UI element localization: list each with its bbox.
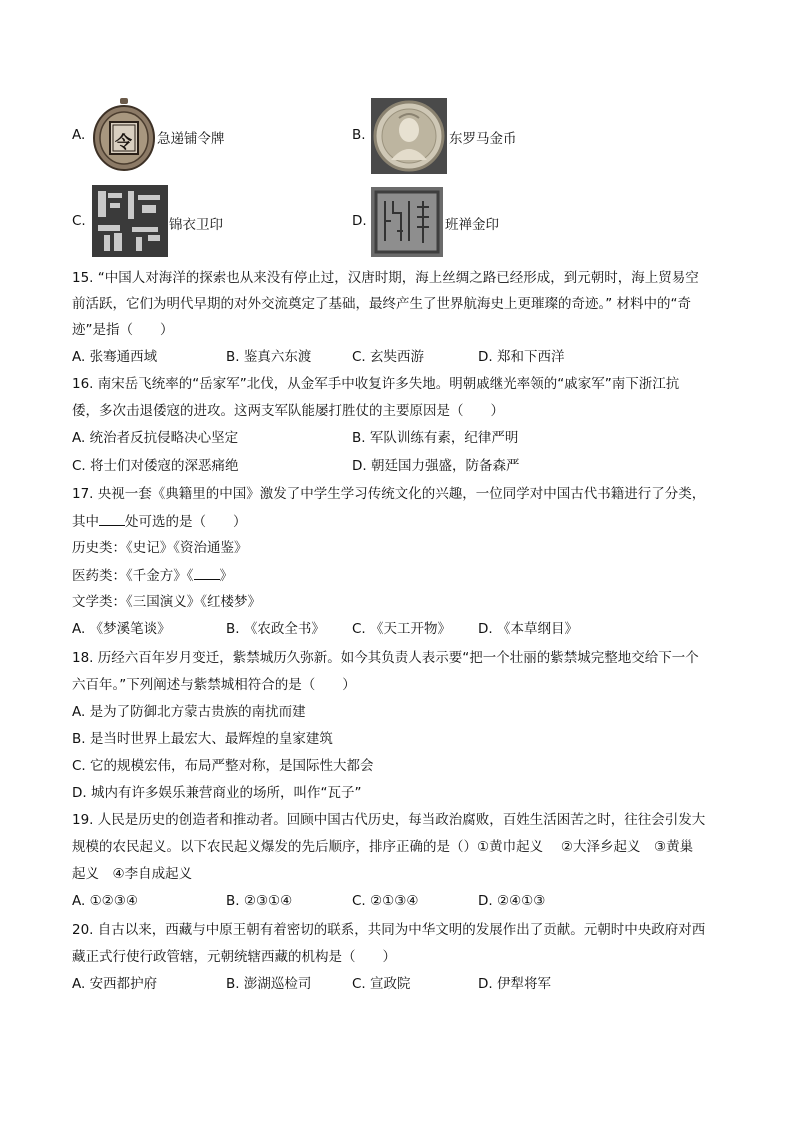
- q15-stem-line-2: 前活跃，它们为明代早期的对外交流奠定了基础，最终产生了世界航海史上更璀璨的奇迹。” 材料中的“奇: [72, 296, 692, 312]
- q17-option-c: C. 《天工开物》: [352, 621, 452, 637]
- option-a-letter: A.: [72, 127, 86, 143]
- medicine-blank: [194, 565, 220, 580]
- q18-option-c: C. 它的规模宏伟，布局严整对称，是国际性大都会: [72, 758, 374, 774]
- q16-stem-line-2: 倭，多次击退倭寇的进攻。这两支军队能屡打胜仗的主要原因是（ ）: [72, 403, 504, 419]
- q17-history-line: 历史类：《史记》《资治通鉴》: [72, 540, 248, 556]
- q17-medicine-pre: 医药类：《千金方》《: [72, 568, 194, 584]
- option-c-label: 锦衣卫印: [169, 217, 223, 233]
- q19-stem-line-1: 19. 人民是历史的创造者和推动者。回顾中国古代历史，每当政治腐败，百姓生活困苦之时，往往会引发大: [72, 812, 706, 828]
- answer-blank: [99, 511, 125, 526]
- q18-option-b: B. 是当时世界上最宏大、最辉煌的皇家建筑: [72, 731, 333, 747]
- q16-option-d: D. 朝廷国力强盛，防备森严: [352, 458, 520, 474]
- q15-option-b: B. 鉴真六东渡: [226, 349, 312, 365]
- q17-option-a: A. 《梦溪笔谈》: [72, 621, 171, 637]
- q17-option-d: D. 《本草纲目》: [478, 621, 578, 637]
- q16-option-c: C. 将士们对倭寇的深恶痛绝: [72, 458, 239, 474]
- gold-coin-icon: [371, 98, 447, 174]
- q19-option-d: D. ②④①③: [478, 893, 546, 909]
- golden-seal-icon: [371, 187, 443, 257]
- q17-option-b: B. 《农政全书》: [226, 621, 325, 637]
- q18-option-a: A. 是为了防御北方蒙古贵族的南扰而建: [72, 704, 306, 720]
- bronze-token-icon: [92, 98, 156, 172]
- option-a-label: 急递铺令牌: [157, 131, 225, 147]
- q20-option-c: C. 宣政院: [352, 976, 411, 992]
- q19-stem-line-2: 规模的农民起义。以下农民起义爆发的先后顺序，排序正确的是（）①黄巾起义 ②大泽乡起义 ③黄巢: [72, 839, 694, 855]
- q19-stem-line-3: 起义 ④李自成起义: [72, 866, 193, 882]
- q15-option-d: D. 郑和下西洋: [478, 349, 565, 365]
- q17-literature-line: 文学类：《三国演义》《红楼梦》: [72, 594, 261, 610]
- q16-option-b: B. 军队训练有素，纪律严明: [352, 430, 519, 446]
- q17-medicine-line: [72, 565, 233, 586]
- q19-option-c: C. ②①③④: [352, 893, 419, 909]
- option-d-label: 班禅金印: [445, 217, 499, 233]
- q18-option-d: D. 城内有许多娱乐兼营商业的场所，叫作“瓦子”: [72, 785, 362, 801]
- q20-stem-line-2: 藏正式行使行政管辖，元朝统辖西藏的机构是（ ）: [72, 949, 396, 965]
- q20-option-a: A. 安西都护府: [72, 976, 158, 992]
- q16-stem-line-1: 16. 南宋岳飞统率的“岳家军”北伐，从金军手中收复许多失地。明朝戚继光率领的“戚家军”南下浙江抗: [72, 376, 680, 392]
- option-c-letter: C.: [72, 213, 86, 229]
- option-d-letter: D.: [352, 213, 367, 229]
- seal-imprint-icon: [92, 185, 168, 257]
- q17-stem-line-2: [72, 511, 247, 532]
- q15-option-a: A. 张骞通西域: [72, 349, 158, 365]
- q18-stem-line-1: 18. 历经六百年岁月变迁，紫禁城历久弥新。如今其负责人表示要“把一个壮丽的紫禁城完整地交给下一个: [72, 650, 699, 666]
- q15-option-c: C. 玄奘西游: [352, 349, 425, 365]
- q16-option-a: A. 统治者反抗侵略决心坚定: [72, 430, 239, 446]
- option-b-letter: B.: [352, 127, 366, 143]
- q19-option-a: A. ①②③④: [72, 893, 138, 909]
- q19-option-b: B. ②③①④: [226, 893, 293, 909]
- q15-stem-line-1: 15. “中国人对海洋的探索也从来没有停止过，汉唐时期，海上丝绸之路已经形成，到元朝时，海上贸易空: [72, 270, 699, 286]
- token-character: 令: [115, 133, 132, 153]
- q17-stem-post: 处可选的是（ ）: [125, 514, 247, 530]
- q18-stem-line-2: 六百年。”下列阐述与紫禁城相符合的是（ ）: [72, 677, 356, 693]
- q20-option-b: B. 澎湖巡检司: [226, 976, 312, 992]
- q20-stem-line-1: 20. 自古以来，西藏与中原王朝有着密切的联系，共同为中华文明的发展作出了贡献。元朝时中央政府对西: [72, 922, 706, 938]
- q15-stem-line-3: 迹”是指（ ）: [72, 322, 174, 338]
- option-b-label: 东罗马金币: [449, 131, 517, 147]
- q17-stem-line-1: 17. 央视一套《典籍里的中国》激发了中学生学习传统文化的兴趣，一位同学对中国古代书籍进行了分类，: [72, 486, 706, 502]
- q17-medicine-post: 》: [219, 568, 233, 584]
- q17-stem-pre: 其中: [72, 514, 99, 530]
- q20-option-d: D. 伊犁将军: [478, 976, 551, 992]
